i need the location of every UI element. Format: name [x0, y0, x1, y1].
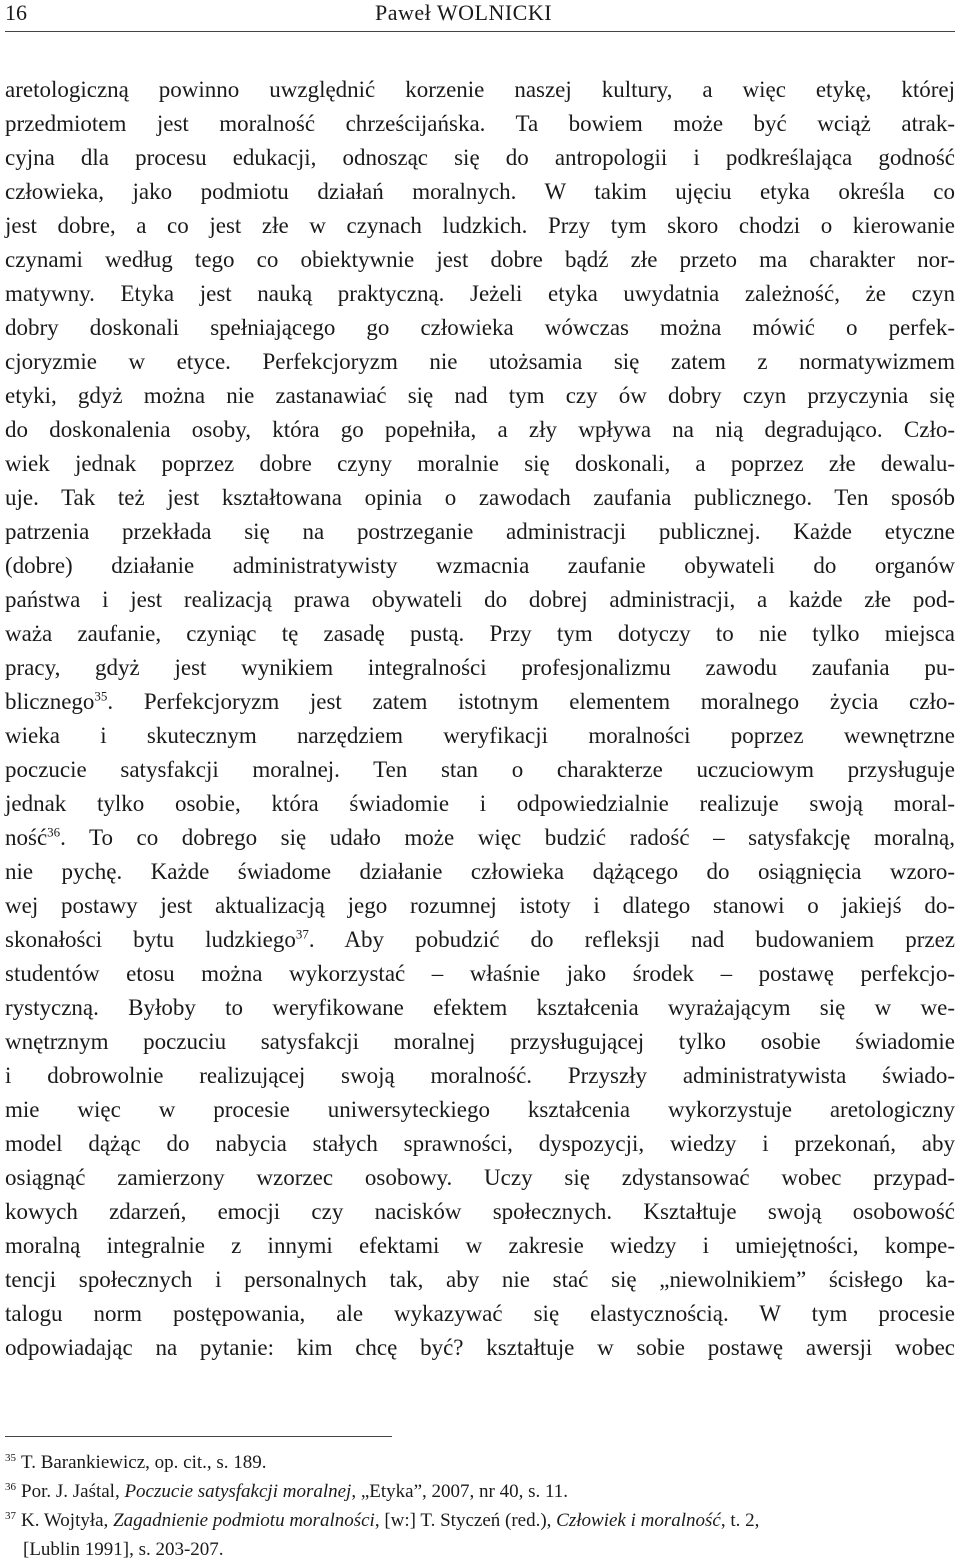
- body-line: [5, 923, 955, 957]
- body-line: kowych zdarzeń, emocji czy nacisków społecznych. Kształtuje swoją osobowość: [5, 1199, 955, 1224]
- body-line: uje. Tak też jest kształtowana opinia o zawodach zaufania publicznego. Ten sposób: [5, 485, 955, 510]
- header-rule: [5, 31, 955, 32]
- body-line: model dążąc do nabycia stałych sprawności, dyspozycji, wiedzy i przekonań, aby: [5, 1131, 955, 1156]
- body-line: matywny. Etyka jest nauką praktyczną. Jeżeli etyka uwydatnia zależność, że czyn: [5, 281, 955, 306]
- footnote-text: T. Barankiewicz, op. cit., s. 189.: [21, 1452, 267, 1473]
- body-line: nie pychę. Każde świadome działanie człowieka dążącego do osiągnięcia wzoro-: [5, 859, 955, 884]
- text-run: skonałości bytu ludzkiego: [5, 927, 296, 952]
- body-line: rystyczną. Byłoby to weryfikowane efektem kształcenia wyrażającym się w we-: [5, 995, 955, 1020]
- footnote-title: Zagadnienie podmiotu moralności: [113, 1510, 375, 1531]
- body-line: cyjna dla procesu edukacji, odnosząc się do antropologii i podkreślająca godność: [5, 145, 955, 170]
- text-run: . Perfekcjoryzm jest zatem istotnym elementem moralnego życia czło-: [107, 689, 955, 714]
- body-line: [5, 821, 955, 855]
- footnote-text: [Lublin 1991], s. 203-207.: [23, 1539, 224, 1560]
- running-header: [5, 0, 955, 30]
- body-line: mie więc w procesie uniwersyteckiego kształcenia wykorzystuje aretologiczny: [5, 1097, 955, 1122]
- footnote-text: , [w:] T. Styczeń (red.),: [374, 1510, 557, 1531]
- body-line: osiągnąć zamierzony wzorzec osobowy. Uczy się zdystansować wobec przypad-: [5, 1165, 955, 1190]
- footnote-number: 35: [5, 1451, 16, 1464]
- footnote-number: 37: [5, 1509, 16, 1522]
- body-line: patrzenia przekłada się na postrzeganie administracji publicznej. Każde etyczne: [5, 519, 955, 544]
- footnote-number: 36: [5, 1480, 16, 1493]
- footnote-37: [5, 1506, 955, 1535]
- body-text: [5, 73, 955, 1365]
- body-line: poczucie satysfakcji moralnej. Ten stan o charakterze uczuciowym przysługuje: [5, 757, 955, 782]
- footnote-37-continuation: [5, 1535, 955, 1564]
- body-line: etyki, gdyż można nie zastanawiać się nad tym czy ów dobry czyn przyczynia się: [5, 383, 955, 408]
- body-line: wej postawy jest aktualizacją jego rozumnej istoty i dlatego stanowi o jakiejś do-: [5, 893, 955, 918]
- body-line: jednak tylko osobie, która świadomie i odpowiedzialnie realizuje swoją moral-: [5, 791, 955, 816]
- body-line: tencji społecznych i personalnych tak, aby nie stać się „niewolnikiem” ścisłego ka-: [5, 1267, 955, 1292]
- body-line: talogu norm postępowania, ale wykazywać się elastycznością. W tym procesie: [5, 1301, 955, 1326]
- running-head-author: Paweł WOLNICKI: [375, 0, 553, 25]
- body-line: waża zaufanie, czyniąc tę zasadę pustą. Przy tym dotyczy to nie tylko miejsca: [5, 621, 955, 646]
- body-line: cjoryzmie w etyce. Perfekcjoryzm nie utożsamia się zatem z normatywizmem: [5, 349, 955, 374]
- footnote-36: [5, 1477, 955, 1506]
- footnote-text: K. Wojtyła,: [21, 1510, 114, 1531]
- text-run: . To co dobrego się udało może więc budzić radość – satysfakcję moralną,: [60, 825, 955, 850]
- footnotes: [5, 1448, 955, 1564]
- body-line: wieka i skutecznym narzędziem weryfikacji moralności poprzez wewnętrzne: [5, 723, 955, 748]
- body-line: dobry doskonali spełniającego go człowieka wówczas można mówić o perfek-: [5, 315, 955, 340]
- footnote-title: Człowiek i moralność: [556, 1510, 721, 1531]
- body-line: [5, 685, 955, 719]
- body-line: odpowiadając na pytanie: kim chcę być? kształtuje w sobie postawę awersji wobec: [5, 1335, 955, 1360]
- text-run: ność: [5, 825, 48, 850]
- body-line: moralną integralnie z innymi efektami w zakresie wiedzy i umiejętności, kompe-: [5, 1233, 955, 1258]
- body-line: wiek jednak poprzez dobre czyny moralnie się doskonali, a poprzez złe dewalu-: [5, 451, 955, 476]
- document-page: [5, 0, 955, 1560]
- footnote-text: , „Etyka”, 2007, nr 40, s. 11.: [351, 1481, 569, 1502]
- body-line: czynami według tego co obiektywnie jest dobre bądź złe przeto ma charakter nor-: [5, 247, 955, 272]
- body-line: przedmiotem jest moralność chrześcijańska. Ta bowiem może być wciąż atrak-: [5, 111, 955, 136]
- footnote-35: [5, 1448, 955, 1477]
- body-line: państwa i jest realizacją prawa obywateli do dobrej administracji, a każde złe pod-: [5, 587, 955, 612]
- footnote-rule: [5, 1436, 392, 1437]
- body-line: jest dobre, a co jest złe w czynach ludzkich. Przy tym skoro chodzi o kierowanie: [5, 213, 955, 238]
- page-number: 16: [5, 0, 27, 25]
- footnote-text: Por. J. Jaśtal,: [21, 1481, 125, 1502]
- body-line: człowieka, jako podmiotu działań moralnych. W takim ujęciu etyka określa co: [5, 179, 955, 204]
- text-run: . Aby pobudzić do refleksji nad budowaniem przez: [308, 927, 955, 952]
- footnote-title: Poczucie satysfakcji moralnej: [124, 1481, 352, 1502]
- footnote-text: , t. 2,: [720, 1510, 760, 1531]
- footnote-ref-37[interactable]: 37: [295, 926, 309, 942]
- body-line: aretologiczną powinno uwzględnić korzenie naszej kultury, a więc etykę, której: [5, 77, 955, 102]
- footnote-ref-36[interactable]: 36: [47, 824, 61, 840]
- body-line: wnętrznym poczuciu satysfakcji moralnej przysługującej tylko osobie świadomie: [5, 1029, 955, 1054]
- body-line: i dobrowolnie realizującej swoją moralność. Przyszły administratywista świado-: [5, 1063, 955, 1088]
- body-line: pracy, gdyż jest wynikiem integralności profesjonalizmu zawodu zaufania pu-: [5, 655, 955, 680]
- text-run: blicznego: [5, 689, 95, 714]
- footnote-ref-35[interactable]: 35: [94, 688, 108, 704]
- body-line: studentów etosu można wykorzystać – właśnie jako środek – postawę perfekcjo-: [5, 961, 955, 986]
- body-line: (dobre) działanie administratywisty wzmacnia zaufanie obywateli do organów: [5, 553, 955, 578]
- body-line: do doskonalenia osoby, która go popełniła, a zły wpływa na nią degradująco. Czło-: [5, 417, 955, 442]
